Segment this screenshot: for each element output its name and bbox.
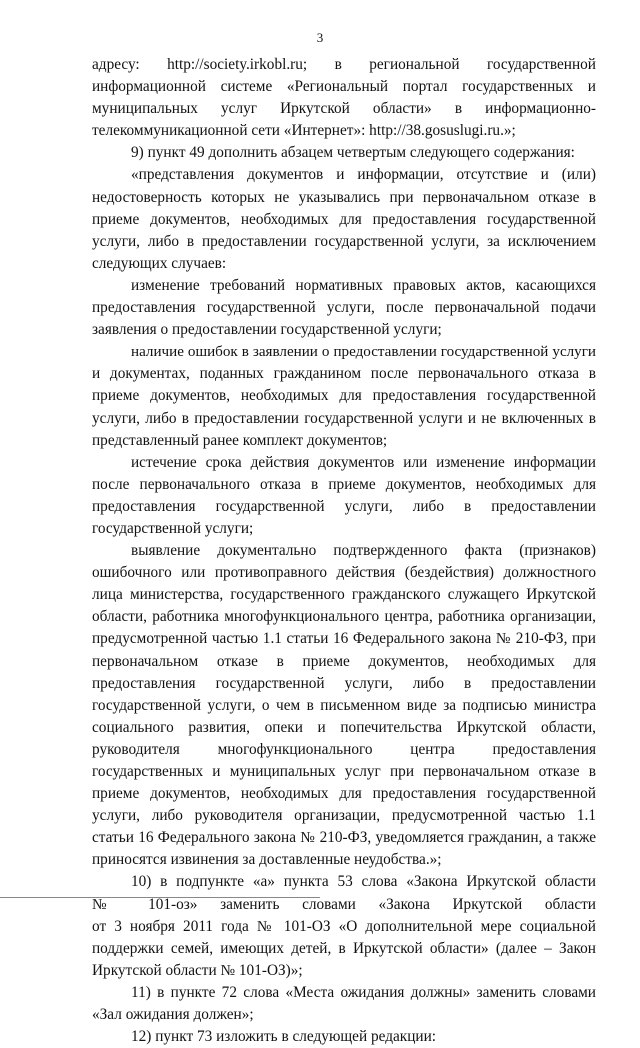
text-line: наличие ошибок в заявлении о предоставлении государственной услуги	[131, 344, 596, 361]
text-line: руководителя многофункционального центра предоставления	[92, 740, 596, 758]
text-line: и документах, поданных гражданином после первоначального отказа в	[92, 365, 596, 383]
text-line: «Зал ожидания должен»;	[92, 1006, 254, 1024]
text-line: 11) в пункте 72 слова «Места ожидания должны» заменить словами	[131, 983, 596, 1001]
text-line: после первоначального отказа в приеме документов, необходимых для	[92, 475, 596, 493]
text-line: государственной услуги;	[92, 519, 254, 537]
text-line: государственной услуги, о чем в письменном виде за подписью министра	[92, 696, 596, 714]
text-line: адресу: http://society.irkobl.ru; в региональной государственной	[92, 56, 596, 73]
text-line: информационной системе «Региональный портал государственных и	[92, 78, 596, 96]
text-line: предусмотренной частью 1.1 статьи 16 Федерального закона № 210-ФЗ, при	[92, 630, 596, 648]
text-line: от 3 ноября 2011 года № 101-ОЗ «О дополнительной мере социальной	[92, 917, 596, 935]
text-line: изменение требований нормативных правовых актов, касающихся	[131, 276, 596, 294]
text-line: первоначальном отказе в приеме документов, необходимых для	[92, 652, 596, 670]
page-number: 3	[316, 30, 324, 45]
text-line: области, работника многофункционального центра, работника организации,	[92, 608, 596, 626]
text-line: предоставления государственной услуги, либо в предоставлении	[92, 674, 596, 692]
text-line: 10) в подпункте «а» пункта 53 слова «Закона Иркутской области	[131, 873, 596, 891]
text-line: услуги, либо в предоставлении государственной услуги и не включенных в	[92, 409, 596, 427]
text-line: «представления документов и информации, отсутствие и (или)	[131, 166, 596, 184]
text-line: приносятся извинения за доставленные неудобства.»;	[92, 851, 442, 869]
text-line: заявления о предоставлении государственной услуги;	[92, 321, 442, 339]
text-line: государственных и муниципальных услуг при первоначальном отказе в	[92, 763, 596, 780]
text-line: приеме документов, необходимых для предоставления государственной	[92, 785, 596, 803]
text-line: предоставления государственной услуги, после первоначальной подачи	[92, 299, 596, 317]
text-line: социального развития, опеки и попечительства Иркутской области,	[92, 718, 596, 736]
text-line: статьи 16 Федерального закона № 210-ФЗ, уведомляется гражданин, а также	[92, 829, 596, 847]
text-line: услуги, либо в предоставлении государственной услуги, за исключением	[92, 232, 596, 250]
footer-rule	[0, 897, 320, 898]
text-line: муниципальных услуг Иркутской области» в информационно-	[92, 100, 596, 118]
text-line: приеме документов, необходимых для предоставления государственной	[92, 387, 596, 405]
text-line: поддержки семей, имеющих детей, в Иркутской области» (далее – Закон	[92, 939, 596, 957]
text-line: истечение срока действия документов или изменение информации	[131, 453, 596, 471]
text-line: 9) пункт 49 дополнить абзацем четвертым следующего содержания:	[131, 144, 575, 162]
text-line: предоставления государственной услуги, либо в предоставлении	[92, 497, 596, 515]
text-line: выявление документально подтвержденного факта (признаков)	[131, 542, 596, 560]
text-line: лица министерства, государственного гражданского служащего Иркутской	[92, 586, 596, 604]
document-body	[92, 54, 596, 1048]
text-line: ошибочного или противоправного действия (бездействия) должностного	[92, 564, 596, 582]
text-line: № 101-оз» заменить словами «Закона Иркутской области	[92, 895, 596, 913]
text-line: недостоверность которых не указывались при первоначальном отказе в	[92, 188, 596, 206]
text-line: 12) пункт 73 изложить в следующей редакции:	[131, 1028, 437, 1046]
text-line: услуги, либо руководителя организации, предусмотренной частью 1.1	[92, 807, 596, 825]
text-line: следующих случаев:	[92, 254, 227, 272]
text-line: приеме документов, необходимых для предоставления государственной	[92, 210, 596, 228]
text-line: Иркутской области № 101-ОЗ)»;	[92, 961, 303, 979]
text-line: представленный ранее комплект документов;	[92, 431, 388, 449]
text-line: телекоммуникационной сети «Интернет»: http://38.gosuslugi.ru.»;	[92, 122, 516, 140]
